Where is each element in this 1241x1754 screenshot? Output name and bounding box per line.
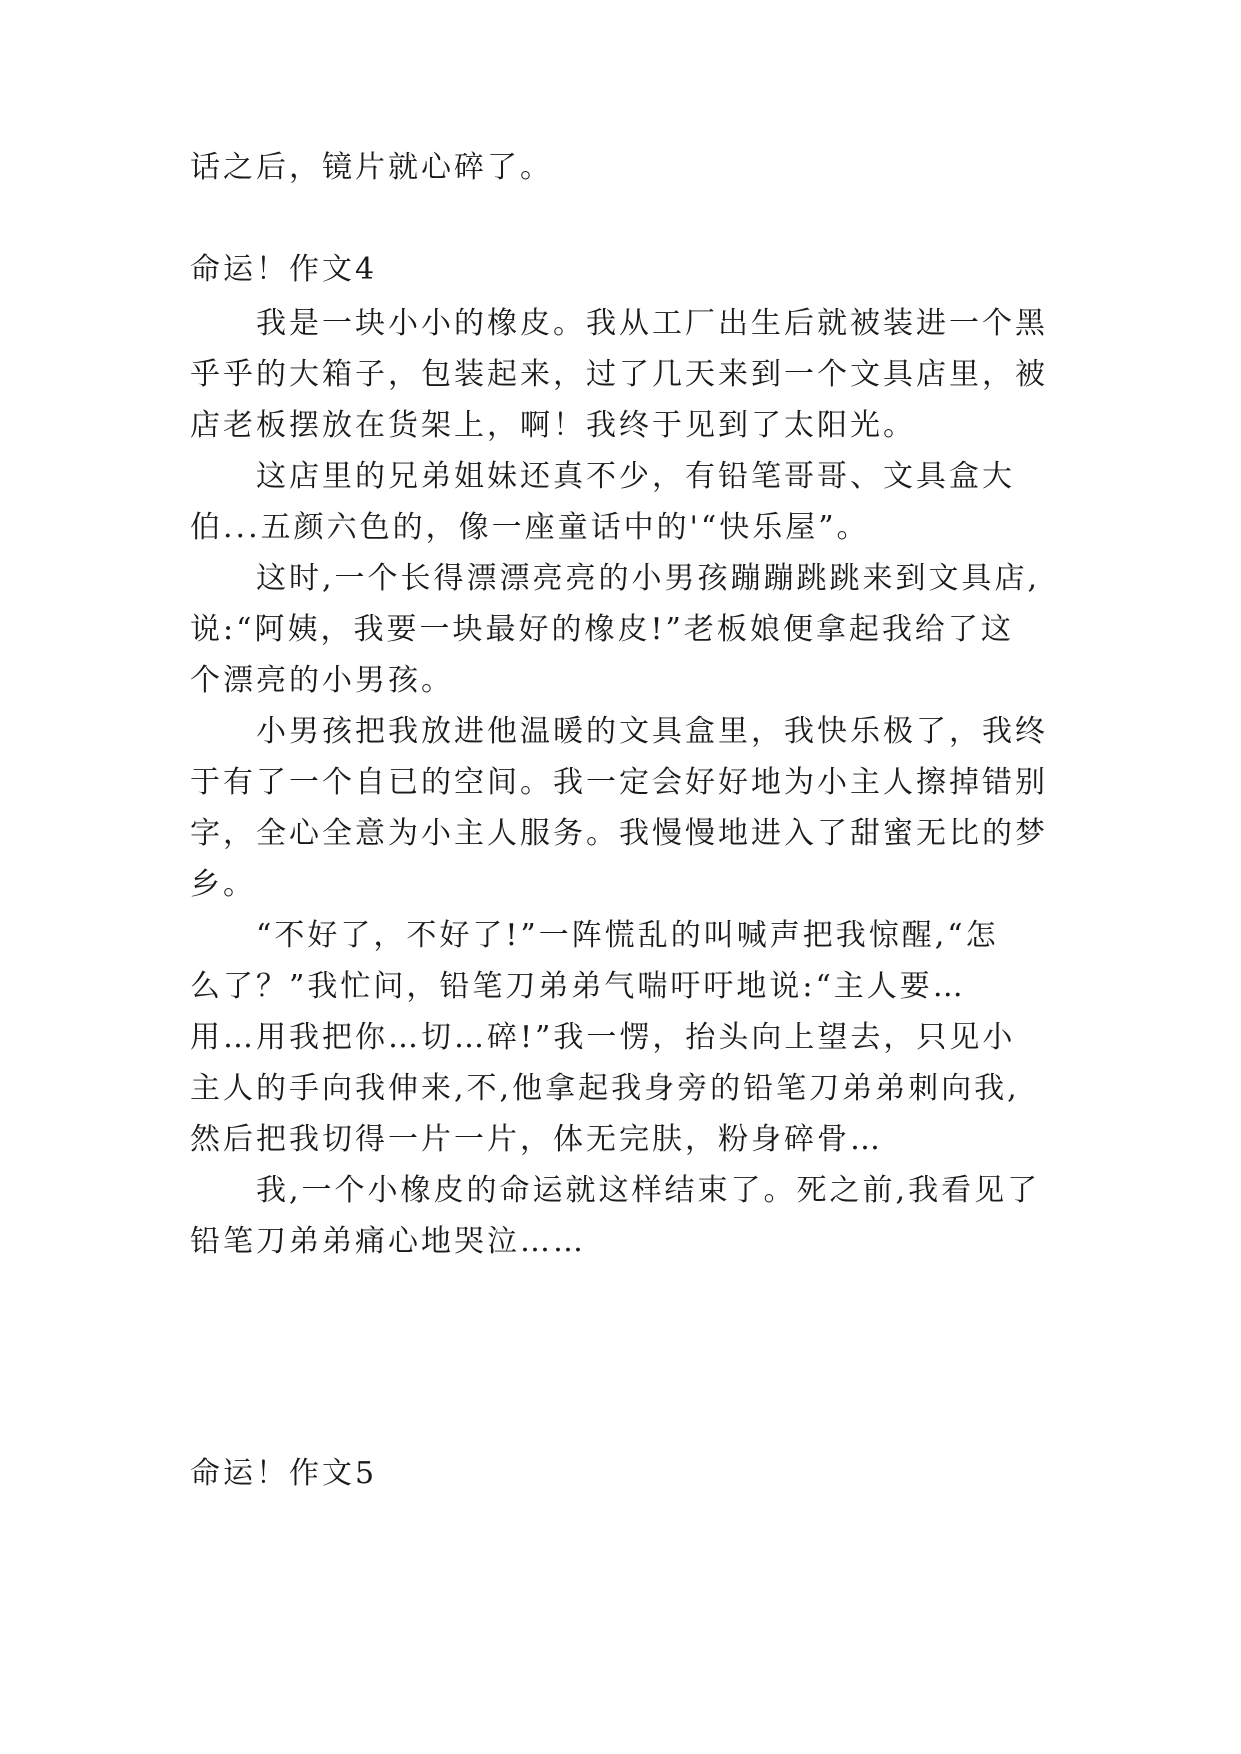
essay-4-heading: 命运！作文4 xyxy=(190,252,378,287)
paragraph-line: 这时,一个长得漂漂亮亮的小男孩蹦蹦跳跳来到文具店, xyxy=(256,561,1041,596)
paragraph-line: “不好了，不好了!”一阵慌乱的叫喊声把我惊醒,“怎 xyxy=(256,918,999,953)
paragraph-line: 乎乎的大箱子，包装起来，过了几天来到一个文具店里，被 xyxy=(190,357,1048,392)
paragraph-line: 个漂亮的小男孩。 xyxy=(190,663,454,698)
paragraph-line: 然后把我切得一片一片，体无完肤，粉身碎骨… xyxy=(190,1122,883,1157)
paragraph-line: 用…用我把你…切…碎!”我一愣，抬头向上望去，只见小 xyxy=(190,1020,1016,1055)
paragraph-line: 话之后，镜片就心碎了。 xyxy=(190,150,553,185)
paragraph-line: 铅笔刀弟弟痛心地哭泣…… xyxy=(190,1224,586,1259)
paragraph-line: 主人的手向我伸来,不,他拿起我身旁的铅笔刀弟弟刺向我, xyxy=(190,1071,1020,1106)
paragraph-line: 乡。 xyxy=(190,867,256,902)
essay-4-body xyxy=(190,298,1050,1267)
essay-5-heading: 命运！作文5 xyxy=(190,1456,378,1491)
paragraph-line: 这店里的兄弟姐妹还真不少，有铅笔哥哥、文具盒大 xyxy=(256,459,1015,494)
paragraph-line: 说:“阿姨，我要一块最好的橡皮!”老板娘便拿起我给了这 xyxy=(190,612,1014,647)
paragraph-line: 店老板摆放在货架上，啊！我终于见到了太阳光。 xyxy=(190,408,916,443)
paragraph-line: 我,一个小橡皮的命运就这样结束了。死之前,我看见了 xyxy=(256,1173,1041,1208)
paragraph-line: 么了？”我忙问，铅笔刀弟弟气喘吁吁地说:“主人要… xyxy=(190,969,966,1004)
paragraph-line: 小男孩把我放进他温暖的文具盒里，我快乐极了，我终 xyxy=(256,714,1048,749)
paragraph-line: 于有了一个自已的空间。我一定会好好地为小主人擦掉错别 xyxy=(190,765,1048,800)
previous-essay-fragment xyxy=(190,142,1050,193)
paragraph-line: 字，全心全意为小主人服务。我慢慢地进入了甜蜜无比的梦 xyxy=(190,816,1048,851)
paragraph-line: 伯...五颜六色的，像一座童话中的'“快乐屋”。 xyxy=(190,510,870,545)
paragraph-line: 我是一块小小的橡皮。我从工厂出生后就被装进一个黑 xyxy=(256,306,1048,341)
